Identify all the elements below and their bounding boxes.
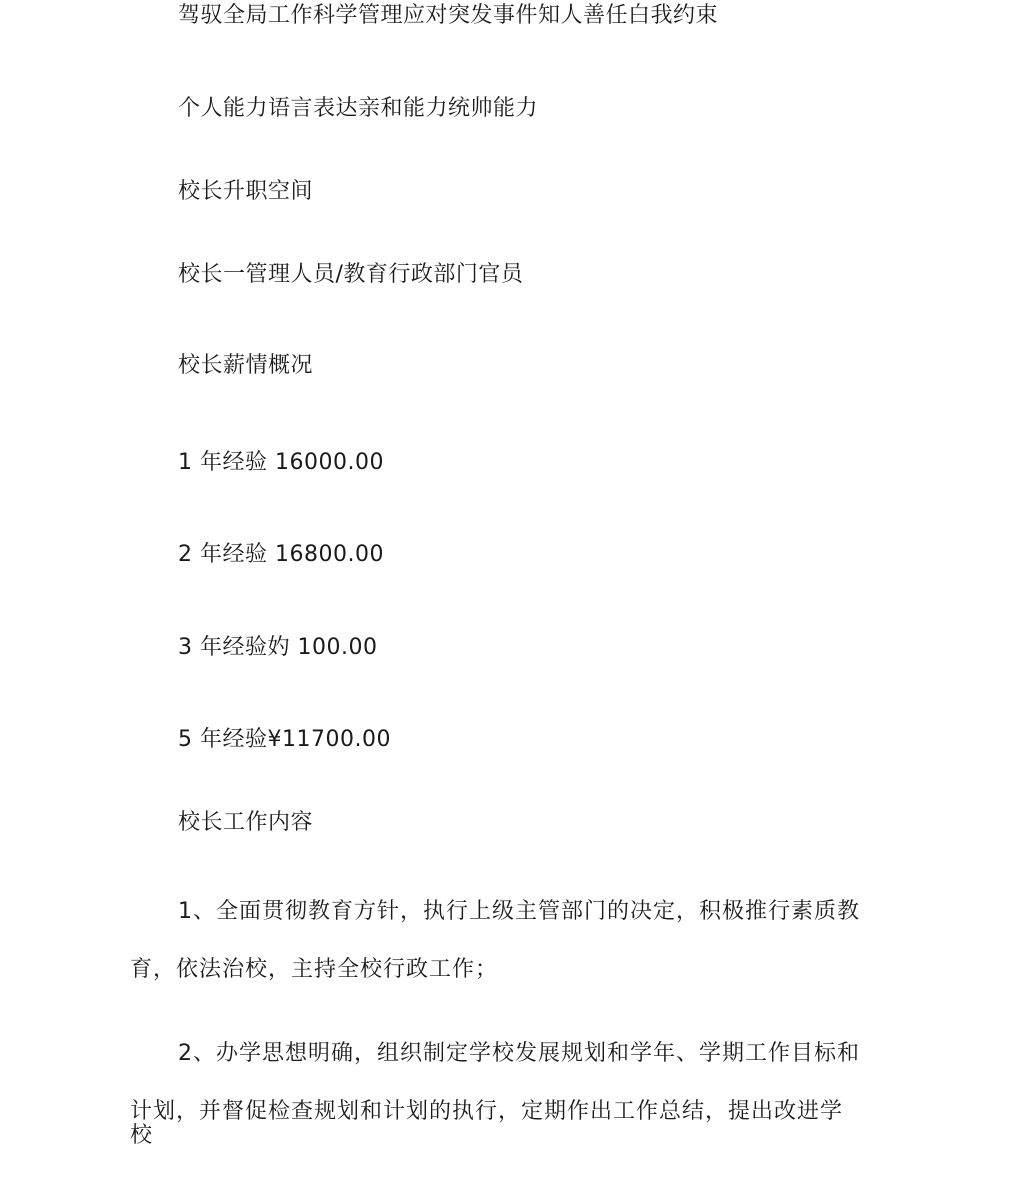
- duty-2-line-3: 校: [130, 1123, 154, 1148]
- text-line-abilities: 个人能力语言表达亲和能力统帅能力: [178, 96, 539, 121]
- duty-2-line-2: 计划，并督促检查规划和计划的执行，定期作出工作总结，提出改进学: [130, 1099, 844, 1124]
- duty-paragraph-1: [130, 898, 870, 984]
- duty-1-line-1: 1、全面贯彻教育方针，执行上级主管部门的决定，积极推行素质教: [178, 899, 860, 924]
- duty-1-line-2: 育，依法治校，主持全校行政工作；: [130, 957, 499, 982]
- text-line-qualities: 驾驭全局工作科学管理应对突发事件知人善任白我约束: [178, 3, 719, 28]
- salary-line-2-year: 2 年经验 16800.00: [178, 542, 384, 567]
- text-line-promotion-path: 校长一管理人员/教育行政部门官员: [178, 262, 524, 287]
- duty-paragraph-2: [130, 1040, 870, 1150]
- salary-line-3-year: 3 年经验妁 100.00: [178, 635, 378, 660]
- section-heading-promotion: 校长升职空间: [178, 179, 314, 204]
- salary-line-5-year: 5 年经验¥11700.00: [178, 727, 391, 752]
- duty-2-line-1: 2、办学思想明确，组织制定学校发展规划和学年、学期工作目标和: [178, 1041, 860, 1066]
- section-heading-salary: 校长薪情概况: [178, 353, 314, 378]
- section-heading-duties: 校长工作内容: [178, 810, 314, 835]
- salary-line-1-year: 1 年经验 16000.00: [178, 450, 384, 475]
